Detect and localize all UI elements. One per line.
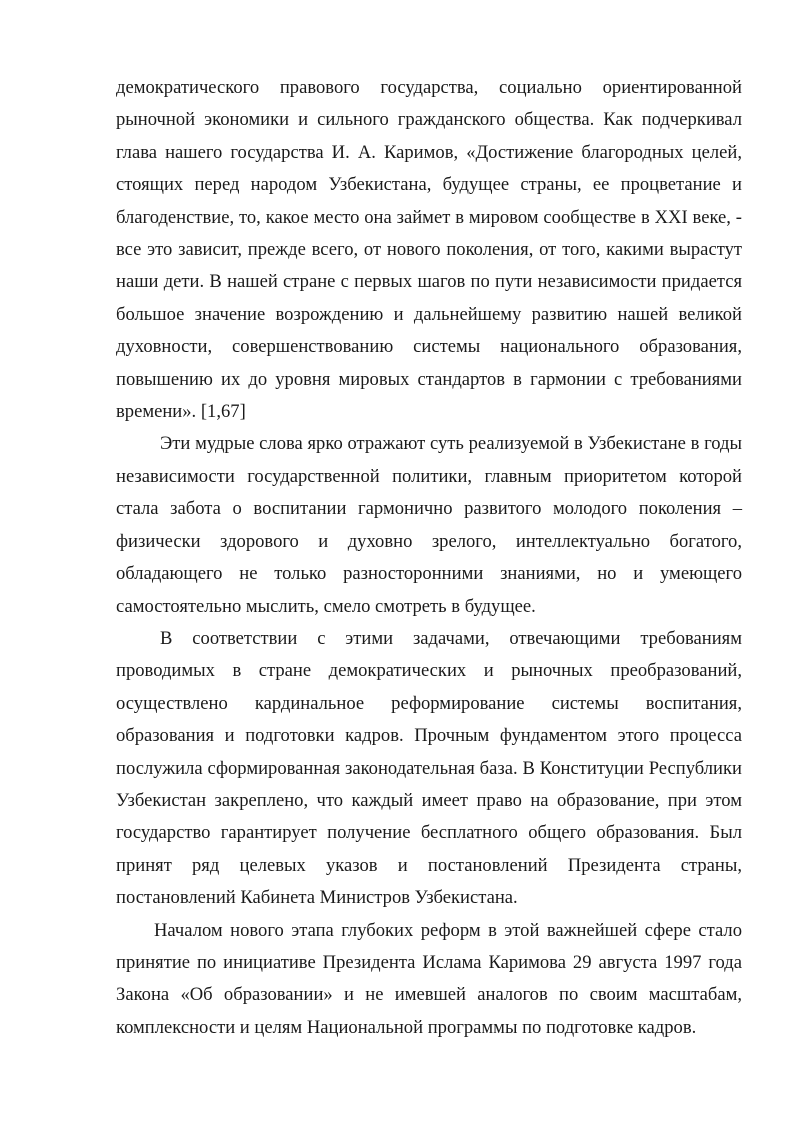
paragraph-new-stage: Началом нового этапа глубоких реформ в этой важнейшей сфере стало принятие по инициативе Президента Ислама Каримова 29 августа 1997 года Закона «Об образовании» и не имевшей аналогов по своим масштабам, комплексности и целям Национальной программы по подготовке кадров. [116,919,742,1038]
document-body [116,72,742,1044]
paragraph-continuation: демократического правового государства, социально ориентированной рыночной экономики и сильного гражданского общества. Как подчеркивал глава нашего государства И. А. Каримов, «Достижение благородных целей, стоящих перед народом Узбекистана, будущее страны, ее процветание и благоденствие, то, какое место она займет в мировом сообществе в XXI веке, - все это зависит, прежде всего, от нового поколения, от того, какими вырастут наши дети. В нашей стране с первых шагов по пути независимости придается большое значение возрождению и дальнейшему развитию нашей великой духовности, совершенствованию системы национального образования, повышению их до уровня мировых стандартов в гармонии с требованиями времени». [1,67] [116,77,742,423]
paragraph-reform: В соответствии с этими задачами, отвечающими требованиям проводимых в стране демократических и рыночных преобразований, осуществлено кардинальное реформирование системы воспитания, образования и подготовки кадров. Прочным фундаментом этого процесса послужила сформированная законодательная база. В Конституции Республики Узбекистан закреплено, что каждый имеет право на образование, при этом государство гарантирует получение бесплатного общего образования. Был принят ряд целевых указов и постановлений Президента страны, постановлений Кабинета Министров Узбекистана. [116,627,742,909]
paragraph-policy: Эти мудрые слова ярко отражают суть реализуемой в Узбекистане в годы независимости государственной политики, главным приоритетом которой стала забота о воспитании гармонично развитого молодого поколения – физически здорового и духовно зрелого, интеллектуально богатого, обладающего не только разносторонними знаниями, но и умеющего самостоятельно мыслить, смело смотреть в будущее. [116,433,742,617]
